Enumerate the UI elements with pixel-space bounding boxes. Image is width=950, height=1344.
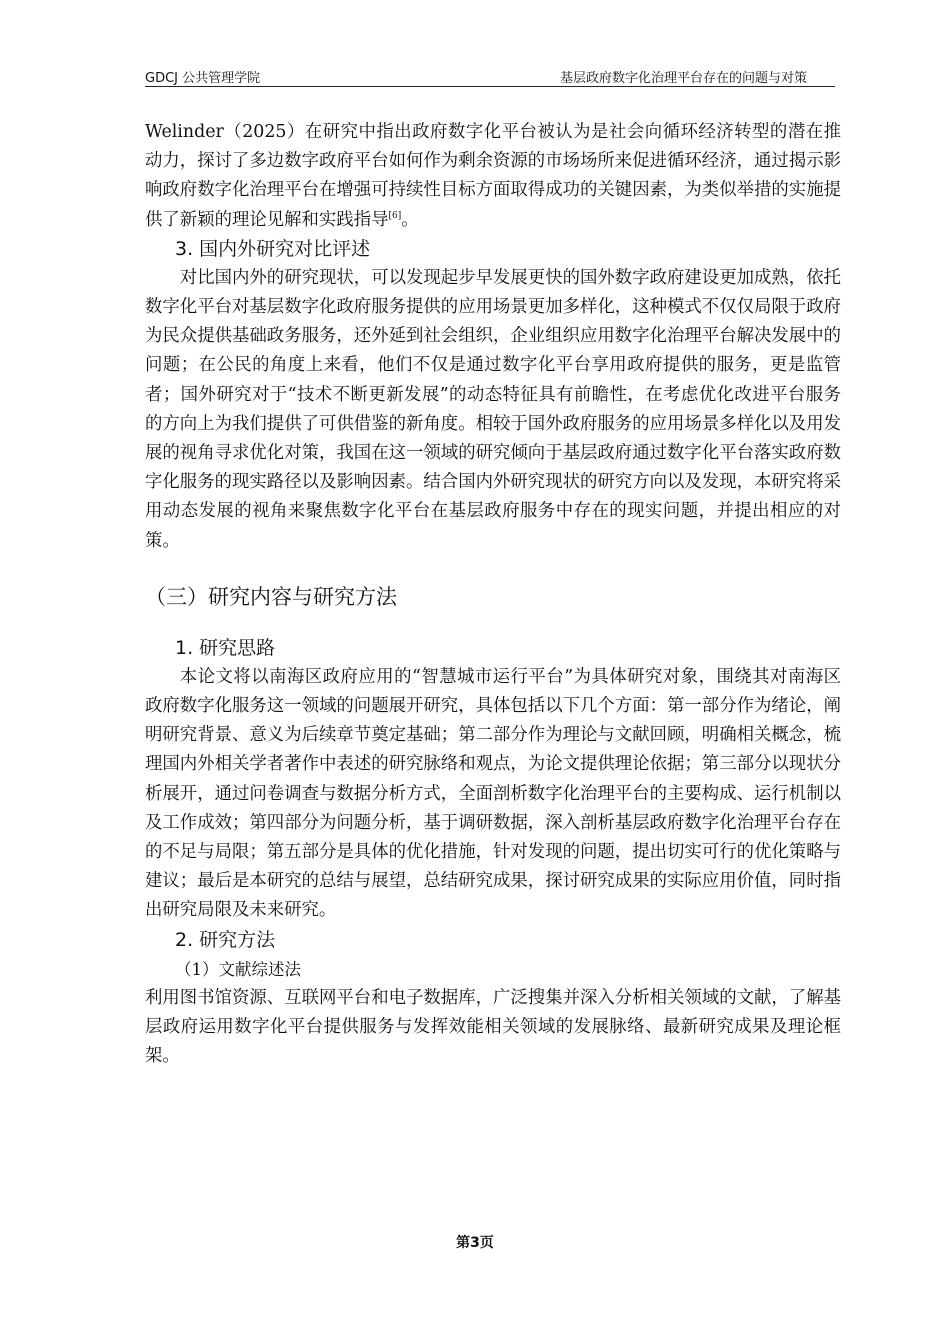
spacer	[145, 556, 841, 582]
paragraph-comparison: 对比国内外的研究现状，可以发现起步早发展更快的国外数字政府建设更加成熟，依托数字化平台对基层数字化政府服务提供的应用场景更加多样化，这种模式不仅仅局限于政府为民众提供基础政务服务，还外延到社会组织，企业组织应用数字化治理平台解决发展中的问题；在公民的角度上来看，他们不仅是通过数字化平台享用政府提供的服务，更是监管者；国外研究对于“技术不断更新发展”的动态特征具有前瞻性，在考虑优化改进平台服务的方向上为我们提供了可供借鉴的新角度。相较于国外政府服务的应用场景多样化以及用发展的视角寻求优化对策，我国在这一领域的研究倾向于基层政府通过数字化平台落实政府数字化服务的现实路径以及影响因素。结合国内外研究现状的研究方向以及发现，本研究将采用动态发展的视角来聚焦数字化平台在基层政府服务中存在的现实问题，并提出相应的对策。	[145, 267, 841, 551]
body-content	[145, 118, 841, 1071]
paragraph-research-idea: 本论文将以南海区政府应用的“智慧城市运行平台”为具体研究对象，围绕其对南海区政府数字化服务这一领域的问题展开研究，具体包括以下几个方面：第一部分作为绪论，阐明研究背景、意义为后续章节奠定基础；第二部分作为理论与文献回顾，明确相关概念，梳理国内外相关学者著作中表述的研究脉络和观点，为论文提供理论依据；第三部分以现状分析展开，通过问卷调查与数据分析方式，全面剖析数字化治理平台的主要构成、运行机制以及工作成效；第四部分为问题分析，基于调研数据，深入剖析基层政府数字化治理平台存在的不足与局限；第五部分是具体的优化措施，针对发现的问题，提出切实可行的优化策略与建议；最后是本研究的总结与展望，总结研究成果，探讨研究成果的实际应用价值，同时指出研究局限及未来研究。	[145, 666, 841, 921]
paragraph-welinder-text: Welinder（2025）在研究中指出政府数字化平台被认为是社会向循环经济转型的潜在推动力，探讨了多边数字政府平台如何作为剩余资源的市场场所来促进循环经济，通过揭示影响政府数字化治理平台在增强可持续性目标方面取得成功的关键因素，为类似举措的实施提供了新颖的理论见解和实践指导	[145, 122, 841, 230]
paragraph-welinder-end: 。	[401, 209, 419, 230]
subheading-literature-review: （1）文献综述法	[175, 959, 301, 979]
page-number: 第3页	[456, 1235, 494, 1251]
heading-comparison: 3. 国内外研究对比评述	[175, 237, 371, 260]
spacer	[145, 612, 841, 634]
section-heading-research: （三）研究内容与研究方法	[145, 584, 397, 609]
header-divider	[145, 86, 835, 87]
heading-research-method: 2. 研究方法	[175, 928, 276, 951]
heading-research-idea: 1. 研究思路	[175, 636, 276, 659]
paragraph-literature-review: 利用图书馆资源、互联网平台和电子数据库，广泛搜集并深入分析相关领域的文献，了解基层政府运用数字化平台提供服务与发挥效能相关领域的发展脉络、最新研究成果及理论框架。	[145, 987, 841, 1067]
header-institution: GDCJ 公共管理学院	[145, 71, 261, 86]
citation-6: [6]	[388, 210, 402, 221]
paragraph-welinder	[145, 118, 841, 235]
header-title: 基层政府数字化治理平台存在的问题与对策	[559, 71, 807, 86]
